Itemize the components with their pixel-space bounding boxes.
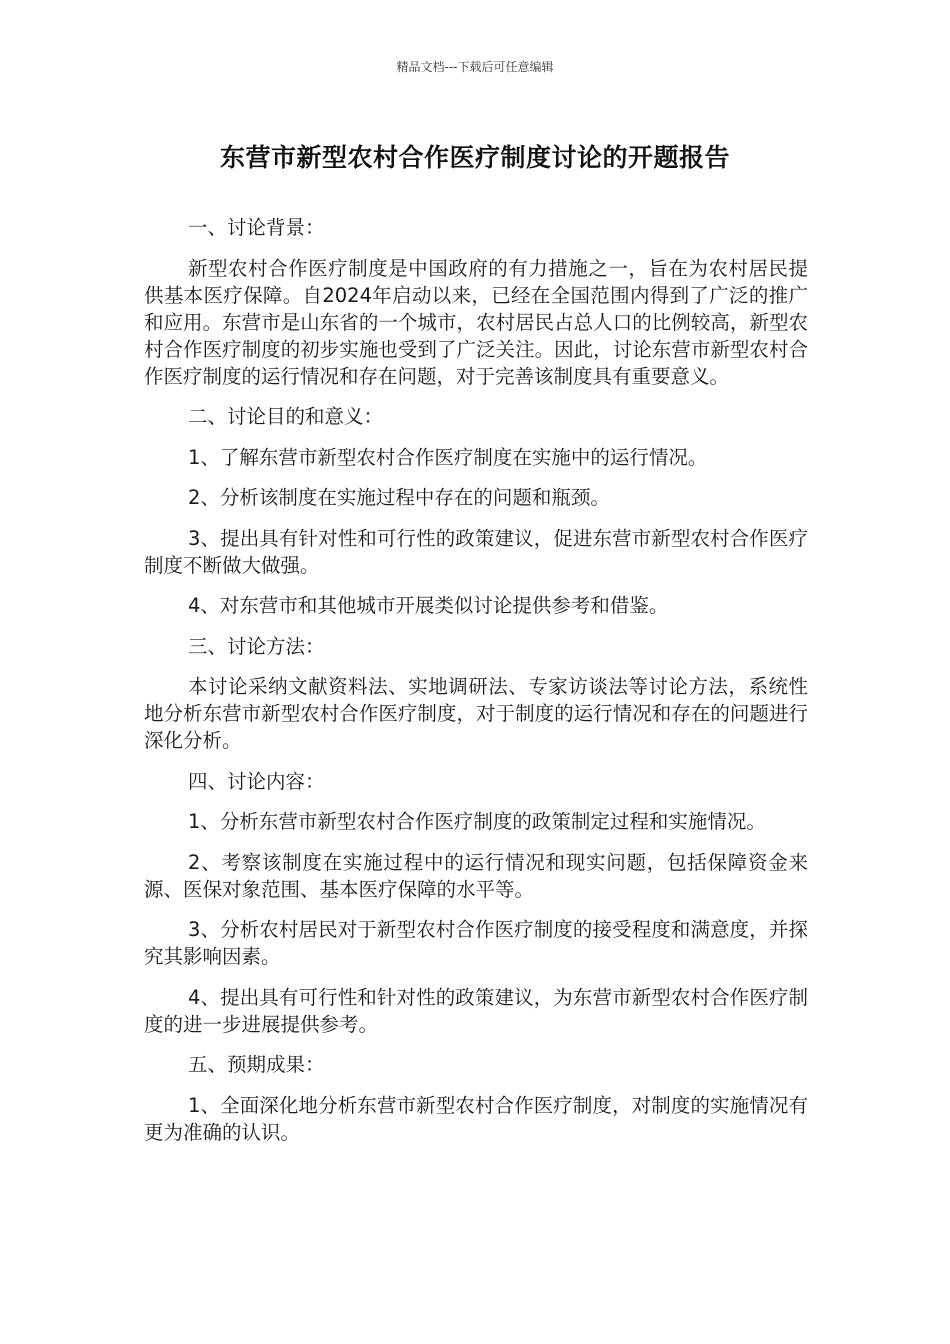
section-heading-content: 四、讨论内容：: [188, 769, 325, 793]
list-item-content-3: 3、分析农村居民对于新型农村合作医疗制度的接受程度和满意度，并探究其影响因素。: [144, 918, 808, 968]
section-heading-method: 三、讨论方法：: [188, 634, 325, 658]
list-item-content-1: 1、分析东营市新型农村合作医疗制度的政策制定过程和实施情况。: [188, 810, 766, 833]
list-item-purpose-1: 1、了解东营市新型农村合作医疗制度在实施中的运行情况。: [188, 445, 708, 469]
document-title: 东营市新型农村合作医疗制度讨论的开题报告: [219, 143, 730, 172]
list-item-purpose-3: 3、提出具有针对性和可行性的政策建议，促进东营市新型农村合作医疗制度不断做大做强。: [144, 526, 808, 577]
document-body: [144, 214, 808, 1159]
page-header-note: 精品文档---下载后可任意编辑: [396, 60, 554, 74]
list-item-outcomes-1: 1、全面深化地分析东营市新型农村合作医疗制度，对制度的实施情况有更为准确的认识。: [144, 1093, 808, 1144]
paragraph-method: 本讨论采纳文献资料法、实地调研法、专家访谈法等讨论方法，系统性地分析东营市新型农村合作医疗制度，对于制度的运行情况和存在的问题进行深化分析。: [144, 675, 808, 752]
list-item-purpose-2: 2、分析该制度在实施过程中存在的问题和瓶颈。: [188, 486, 610, 509]
paragraph-background: 新型农村合作医疗制度是中国政府的有力措施之一，旨在为农村居民提供基本医疗保障。自2024年启动以来，已经在全国范围内得到了广泛的推广和应用。东营市是山东省的一个城市，农村居民占总人口的比例较高，新型农村合作医疗制度的初步实施也受到了广泛关注。因此，讨论东营市新型农村合作医疗制度的运行情况和存在问题，对于完善该制度具有重要意义。: [144, 256, 808, 388]
list-item-content-4: 4、提出具有可行性和针对性的政策建议，为东营市新型农村合作医疗制度的进一步进展提供参考。: [144, 985, 808, 1036]
list-item-purpose-4: 4、对东营市和其他城市开展类似讨论提供参考和借鉴。: [188, 594, 669, 617]
section-heading-purpose: 二、讨论目的和意义：: [188, 405, 384, 428]
list-item-content-2: 2、考察该制度在实施过程中的运行情况和现实问题，包括保障资金来源、医保对象范围、基本医疗保障的水平等。: [144, 850, 808, 901]
section-heading-outcomes: 五、预期成果：: [188, 1053, 325, 1076]
section-heading-background: 一、讨论背景：: [188, 216, 325, 239]
